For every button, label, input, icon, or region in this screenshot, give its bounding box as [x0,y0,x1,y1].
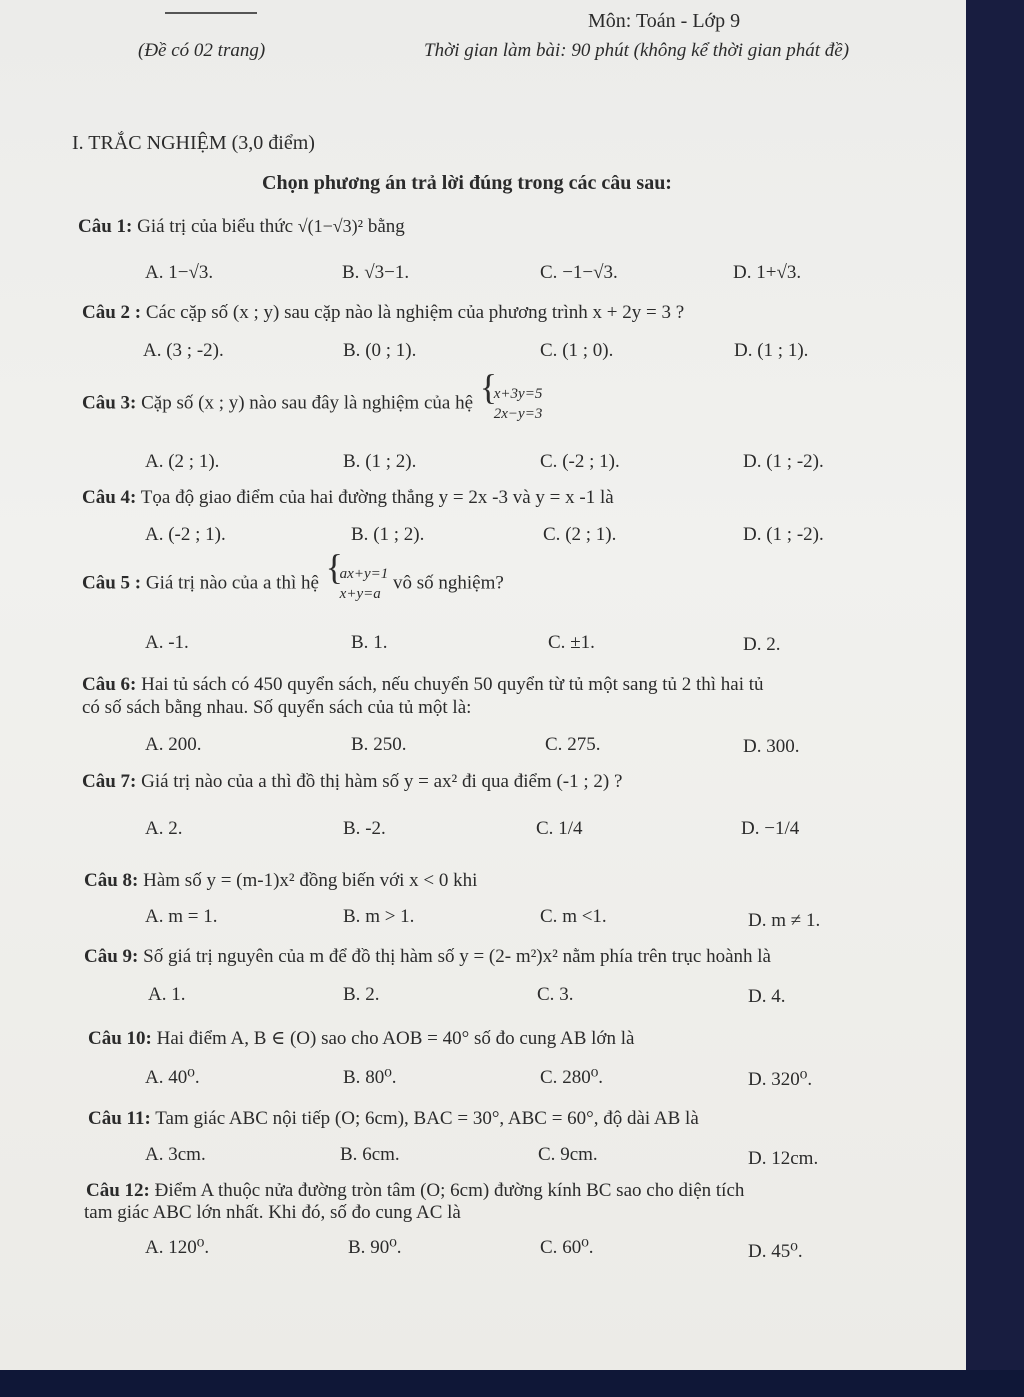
option-d[interactable]: D. (1 ; 1). [734,340,809,361]
option-b[interactable]: B. 6cm. [340,1144,400,1165]
option-d[interactable]: D. 320⁰. [748,1069,813,1090]
equation-system: { x+3y=5 2x−y=3 [482,384,543,424]
option-c[interactable]: C. (-2 ; 1). [540,451,620,472]
option-a[interactable]: A. 1. [148,984,186,1005]
question-10: Câu 10: Hai điểm A, B ∈ (O) sao cho AOB = 40° số đo cung AB lớn là [88,1028,635,1049]
question-3: Câu 3: Cặp số (x ; y) nào sau đây là nghiệm của hệ { x+3y=5 2x−y=3 [82,384,542,424]
option-d[interactable]: D. 45⁰. [748,1241,803,1262]
option-d[interactable]: D. 300. [743,736,800,757]
math-expression: √(1−√3)² [297,216,364,236]
question-7: Câu 7: Giá trị nào của a thì đồ thị hàm số y = ax² đi qua điểm (-1 ; 2) ? [82,771,623,792]
option-a[interactable]: A. 1−√3. [145,262,214,283]
option-c[interactable]: C. ±1. [548,632,595,653]
option-c[interactable]: C. 1/4 [536,818,583,839]
option-c[interactable]: C. 60⁰. [540,1237,594,1258]
question-label: Câu 1: [78,216,133,237]
option-d[interactable]: D. (1 ; -2). [743,451,824,472]
time-allowed: Thời gian làm bài: 90 phút (không kể thời gian phát đề) [424,40,850,61]
option-b[interactable]: B. √3−1. [342,262,410,283]
option-b[interactable]: B. -2. [343,818,386,839]
option-b[interactable]: B. m > 1. [343,906,415,927]
option-d[interactable]: D. (1 ; -2). [743,524,824,545]
option-b[interactable]: B. 2. [343,984,380,1005]
option-d[interactable]: D. 4. [748,986,786,1007]
header-rule [165,12,257,14]
question-4: Câu 4: Tọa độ giao điểm của hai đường thẳng y = 2x -3 và y = x -1 là [82,487,614,508]
question-11: Câu 11: Tam giác ABC nội tiếp (O; 6cm), BAC = 30°, ABC = 60°, độ dài AB là [88,1108,699,1129]
option-a[interactable]: A. m = 1. [145,906,218,927]
option-c[interactable]: C. 3. [537,984,574,1005]
option-b[interactable]: B. (1 ; 2). [343,451,417,472]
option-c[interactable]: C. 9cm. [538,1144,598,1165]
option-a[interactable]: A. (3 ; -2). [143,340,224,361]
question-5: Câu 5 : Giá trị nào của a thì hệ { ax+y=1 x+y=a vô số nghiệm? [82,564,504,604]
background-bottom [0,1370,1024,1397]
option-d[interactable]: D. −1/4 [741,818,800,839]
question-6: Câu 6: Hai tủ sách có 450 quyển sách, nếu chuyển 50 quyển từ tủ một sang tủ 2 thì hai tủ [82,674,764,695]
exam-subject: Môn: Toán - Lớp 9 [588,10,741,32]
question-tail: bằng [367,216,405,237]
section-title: I. TRẮC NGHIỆM (3,0 điểm) [72,132,315,154]
option-c[interactable]: C. (1 ; 0). [540,340,614,361]
option-a[interactable]: A. 2. [145,818,183,839]
option-c[interactable]: C. 275. [545,734,601,755]
option-b[interactable]: B. 90⁰. [348,1237,402,1258]
question-12-cont: tam giác ABC lớn nhất. Khi đó, số đo cung AC là [84,1202,461,1223]
option-b[interactable]: B. 80⁰. [343,1067,397,1088]
page-count-note: (Đề có 02 trang) [138,40,266,61]
equation-system: { ax+y=1 x+y=a [328,564,389,604]
option-a[interactable]: A. 200. [145,734,202,755]
option-c[interactable]: C. (2 ; 1). [543,524,617,545]
option-a[interactable]: A. 3cm. [145,1144,206,1165]
question-6-cont: có số sách bằng nhau. Số quyển sách của tủ một là: [82,697,472,718]
option-a[interactable]: A. (-2 ; 1). [145,524,226,545]
option-a[interactable]: A. 40⁰. [145,1067,200,1088]
option-b[interactable]: B. (1 ; 2). [351,524,425,545]
background-right [966,0,1024,1370]
option-c[interactable]: C. m <1. [540,906,607,927]
question-2: Câu 2 : Các cặp số (x ; y) sau cặp nào là nghiệm của phương trình x + 2y = 3 ? [82,302,685,323]
option-a[interactable]: A. (2 ; 1). [145,451,220,472]
option-a[interactable]: A. -1. [145,632,189,653]
option-c[interactable]: C. 280⁰. [540,1067,604,1088]
option-a[interactable]: A. 120⁰. [145,1237,210,1258]
option-d[interactable]: D. m ≠ 1. [748,910,821,931]
question-8: Câu 8: Hàm số y = (m-1)x² đồng biến với x < 0 khi [84,870,478,891]
question-9: Câu 9: Số giá trị nguyên của m để đồ thị hàm số y = (2- m²)x² nằm phía trên trục hoành là [84,946,771,967]
option-b[interactable]: B. 250. [351,734,407,755]
option-b[interactable]: B. (0 ; 1). [343,340,417,361]
option-c[interactable]: C. −1−√3. [540,262,618,283]
instruction: Chọn phương án trả lời đúng trong các câu sau: [262,172,672,194]
question-text: Giá trị của biểu thức [137,216,294,237]
option-d[interactable]: D. 2. [743,634,781,655]
option-b[interactable]: B. 1. [351,632,388,653]
question-1 [78,216,405,238]
option-d[interactable]: D. 12cm. [748,1148,819,1169]
option-d[interactable]: D. 1+√3. [733,262,802,283]
question-12: Câu 12: Điểm A thuộc nửa đường tròn tâm (O; 6cm) đường kính BC sao cho diện tích [86,1180,745,1201]
